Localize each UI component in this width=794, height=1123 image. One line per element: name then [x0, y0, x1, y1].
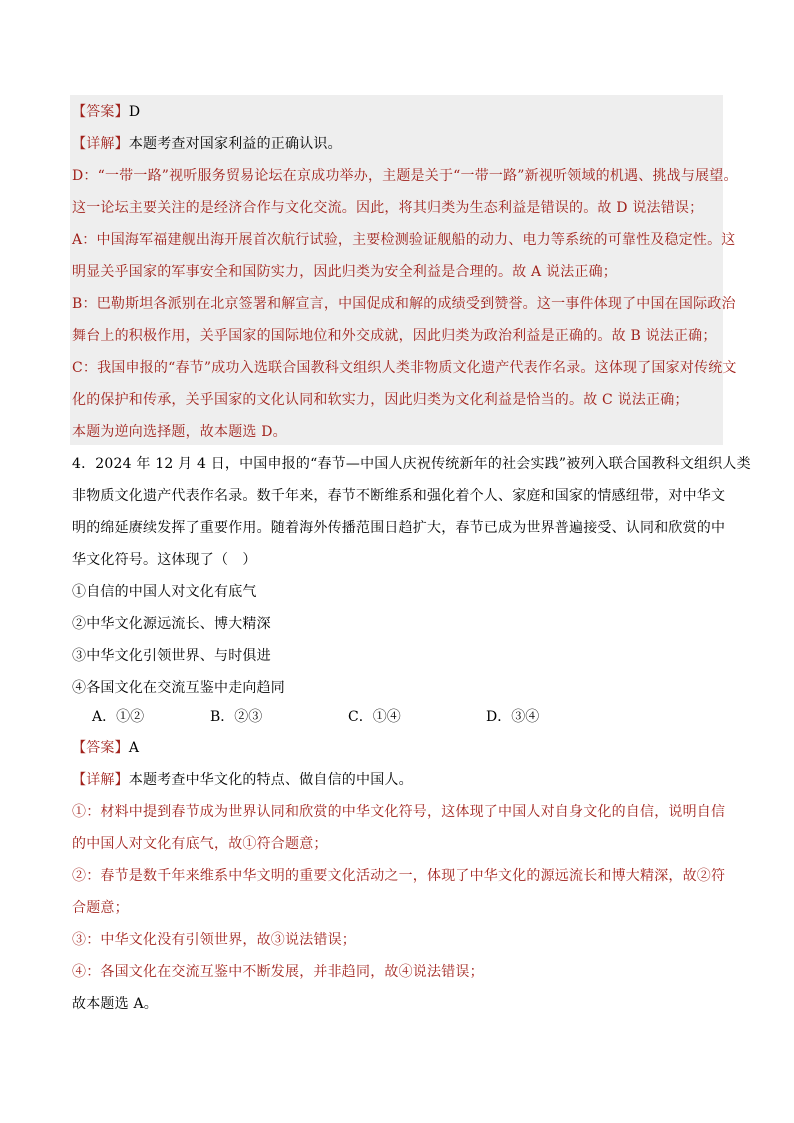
q4-stem-line: 非物质文化遗产代表作名录。数千年来，春节不断维系和强化着个人、家庭和国家的情感纽带，对中华文: [72, 488, 726, 504]
q4-statement: ④各国文化在交流互鉴中走向趋同: [72, 680, 285, 696]
q3-analysis-line: D：“一带一路”视听服务贸易论坛在京成功举办，主题是关于“一带一路”新视听领域的机遇、挑战与展望。: [72, 168, 738, 184]
detail-intro: 本题考查对国家利益的正确认识。: [128, 136, 342, 152]
q3-analysis-line: A：中国海军福建舰出海开展首次航行试验，主要检测验证舰船的动力、电力等系统的可靠性及稳定性。这: [72, 232, 736, 248]
q4-statement: ①自信的中国人对文化有底气: [72, 584, 257, 600]
q3-analysis-line: C：我国申报的“春节”成功入选联合国教科文组织人类非物质文化遗产代表作名录。这体现了国家对传统文: [72, 360, 737, 376]
q4-stem-line: 华文化符号。这体现了（ ）: [72, 552, 257, 568]
q4-analysis-line: ③：中华文化没有引领世界，故③说法错误；: [72, 932, 356, 948]
answer-tag: 【答案】: [72, 740, 129, 756]
q4-option-c: C．①④: [348, 709, 401, 725]
detail-tag: 【详解】: [72, 772, 129, 788]
q4-analysis-line: 合题意；: [72, 900, 129, 916]
q4-option-d: D．③④: [486, 709, 540, 725]
q3-detail-line: [72, 134, 342, 154]
q4-conclusion: 故本题选 A。: [72, 996, 158, 1012]
q3-analysis-line: 舞台上的积极作用，关乎国家的国际地位和外交成就，因此归类为政治利益是正确的。故 B 说法正确；: [72, 328, 717, 344]
answer-value: D: [128, 104, 141, 120]
q4-analysis-line: ②：春节是数千年来维系中华文明的重要文化活动之一，体现了中华文化的源远流长和博大精深，故②符: [72, 868, 726, 884]
q4-answer-line: [72, 738, 139, 758]
q4-statement: ③中华文化引领世界、与时俱进: [72, 648, 271, 664]
q3-conclusion: 本题为逆向选择题，故本题选 D。: [72, 424, 287, 440]
q3-analysis-line: B：巴勒斯坦各派别在北京签署和解宣言，中国促成和解的成绩受到赞誉。这一事件体现了中国在国际政治: [72, 296, 736, 312]
answer-value: A: [128, 740, 140, 756]
q4-analysis-line: ①：材料中提到春节成为世界认同和欣赏的中华文化符号，这体现了中国人对自身文化的自信，说明自信: [72, 804, 726, 820]
q4-detail-line: [72, 770, 413, 790]
q3-answer-line: [72, 102, 140, 122]
q4-option-b: B．②③: [210, 709, 263, 725]
detail-intro: 本题考查中华文化的特点、做自信的中国人。: [128, 772, 413, 788]
q4-analysis-line: ④：各国文化在交流互鉴中不断发展，并非趋同，故④说法错误；: [72, 964, 484, 980]
q4-analysis-line: 的中国人对文化有底气，故①符合题意；: [72, 836, 328, 852]
q4-option-a: A．①②: [92, 709, 145, 725]
q3-analysis-line: 化的保护和传承，关乎国家的文化认同和软实力，因此归类为文化利益是恰当的。故 C 说法正确；: [72, 392, 689, 408]
q4-statement: ②中华文化源远流长、博大精深: [72, 616, 271, 632]
answer-tag: 【答案】: [72, 104, 129, 120]
q3-analysis-line: 明显关乎国家的军事安全和国防实力，因此归类为安全利益是合理的。故 A 说法正确；: [72, 264, 618, 280]
q4-stem-line: 4．2024 年 12 月 4 日，中国申报的“春节—中国人庆祝传统新年的社会实践”被列入联合国教科文组织人类: [72, 456, 751, 472]
q4-stem-line: 明的绵延赓续发挥了重要作用。随着海外传播范围日趋扩大，春节已成为世界普遍接受、认同和欣赏的中: [72, 520, 726, 536]
detail-tag: 【详解】: [72, 136, 129, 152]
q3-analysis-line: 这一论坛主要关注的是经济合作与文化交流。因此，将其归类为生态利益是错误的。故 D 说法错误；: [72, 200, 704, 216]
